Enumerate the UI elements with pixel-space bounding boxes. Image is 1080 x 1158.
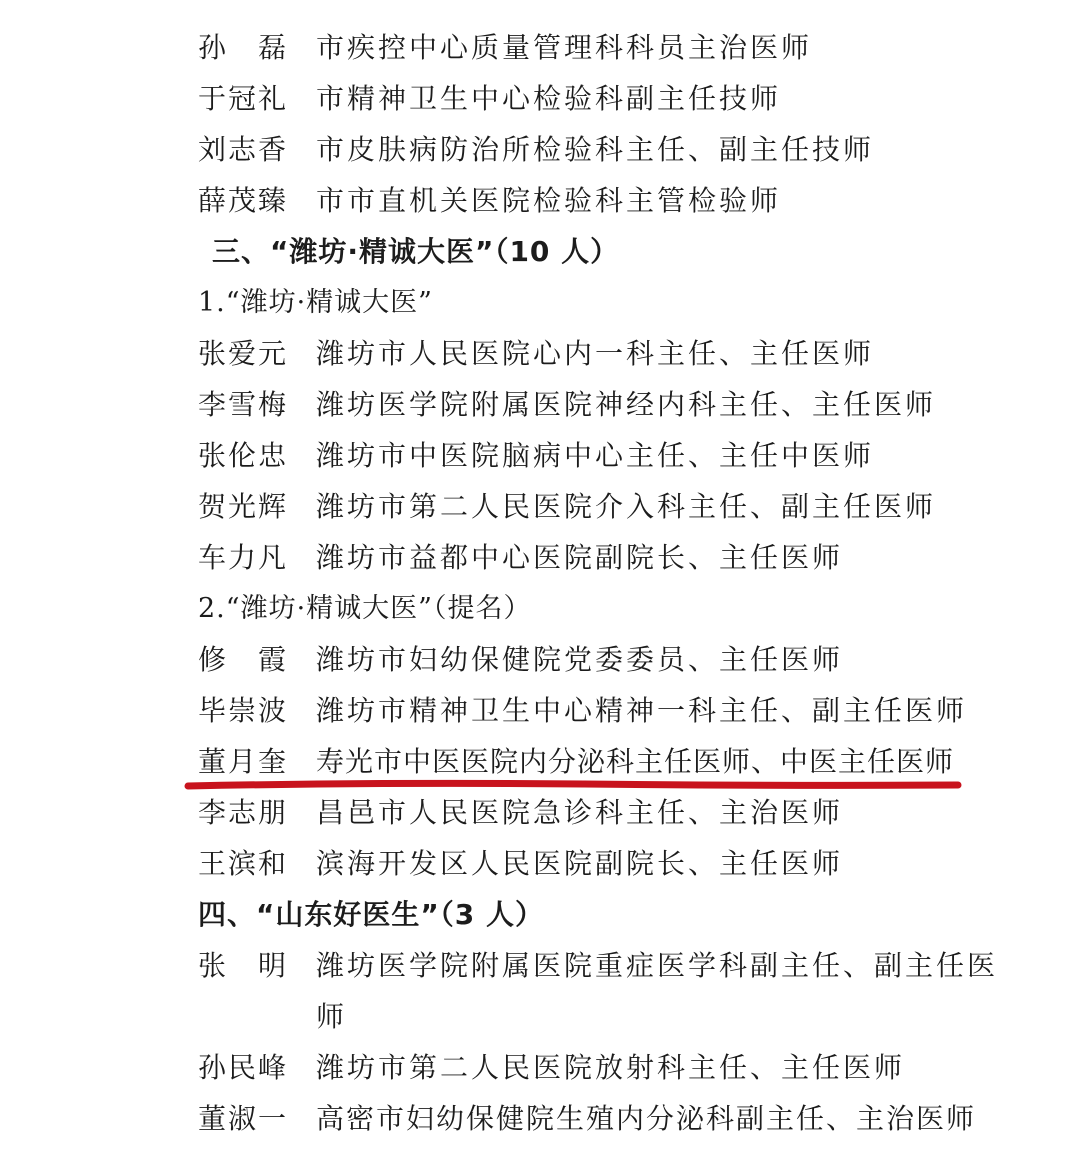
person-name: 于冠礼	[198, 82, 289, 115]
person-role: 潍坊医学院附属医院重症医学科副主任、副主任医	[316, 949, 999, 982]
person-role: 潍坊市精神卫生中心精神一科主任、副主任医师	[316, 694, 968, 727]
person-name: 车力凡	[198, 541, 289, 574]
person-role: 潍坊医学院附属医院神经内科主任、主任医师	[316, 388, 937, 421]
person-name: 董淑一	[198, 1102, 289, 1135]
section-heading-3: 三、“潍坊·精诚大医”（10 人）	[212, 235, 620, 268]
subsection-heading-2: 2.“潍坊·精诚大医”（提名）	[198, 593, 532, 624]
person-role: 潍坊市中医院脑病中心主任、主任中医师	[316, 439, 875, 472]
person-role: 潍坊市第二人民医院放射科主任、主任医师	[316, 1051, 906, 1084]
list-item	[198, 1093, 976, 1144]
person-name: 刘志香	[198, 133, 289, 166]
list-item	[198, 787, 843, 838]
list-item	[198, 481, 936, 532]
list-item	[198, 430, 874, 481]
list-item	[198, 73, 781, 124]
list-item	[198, 22, 812, 73]
person-name: 毕崇波	[198, 694, 289, 727]
person-role: 市皮肤病防治所检验科主任、副主任技师	[316, 133, 875, 166]
person-name: 修 霞	[198, 643, 289, 676]
person-name: 张爱元	[198, 337, 289, 370]
person-name: 张 明	[198, 949, 289, 982]
person-name: 王滨和	[198, 847, 289, 880]
list-item	[198, 328, 874, 379]
person-role: 潍坊市第二人民医院介入科主任、副主任医师	[316, 490, 937, 523]
person-role: 潍坊市益都中心医院副院长、主任医师	[316, 541, 844, 574]
person-role: 市市直机关医院检验科主管检验师	[316, 184, 782, 217]
section-heading-4: 四、“山东好医生”（3 人）	[198, 898, 545, 931]
person-role: 昌邑市人民医院急诊科主任、主治医师	[316, 796, 844, 829]
list-item	[198, 124, 874, 175]
person-name: 贺光辉	[198, 490, 289, 523]
list-item	[198, 685, 967, 736]
list-item	[198, 940, 998, 991]
person-name: 李志朋	[198, 796, 289, 829]
person-role: 潍坊市人民医院心内一科主任、主任医师	[316, 337, 875, 370]
subsection-heading-1: 1.“潍坊·精诚大医”	[198, 287, 433, 318]
person-role: 滨海开发区人民医院副院长、主任医师	[316, 847, 844, 880]
list-item	[198, 532, 843, 583]
person-role: 市疾控中心质量管理科科员主治医师	[316, 31, 813, 64]
list-item	[198, 634, 843, 685]
person-role: 市精神卫生中心检验科副主任技师	[316, 82, 782, 115]
person-name: 张伦忠	[198, 439, 289, 472]
person-name: 薛茂臻	[198, 184, 289, 217]
person-name: 李雪梅	[198, 388, 289, 421]
list-item	[198, 175, 781, 226]
list-item	[198, 1042, 905, 1093]
person-name: 孙 磊	[198, 31, 289, 64]
person-role: 高密市妇幼保健院生殖内分泌科副主任、主治医师	[316, 1102, 977, 1135]
list-item	[198, 838, 843, 889]
person-name: 董月奎	[198, 745, 289, 778]
list-item	[198, 379, 936, 430]
person-role: 寿光市中医医院内分泌科主任医师、中医主任医师	[316, 745, 955, 778]
person-name: 孙民峰	[198, 1051, 289, 1084]
person-role: 潍坊市妇幼保健院党委委员、主任医师	[316, 643, 844, 676]
role-continuation: 师	[316, 1000, 345, 1033]
